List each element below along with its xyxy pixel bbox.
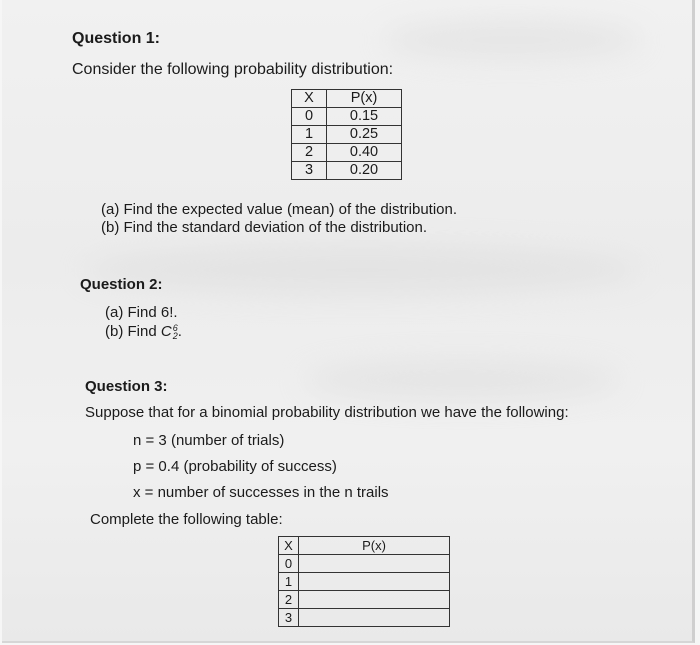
q3-line-p: p = 0.4 (probability of success) <box>133 458 337 475</box>
table-row <box>292 126 402 144</box>
comb-sub: 2 <box>172 331 178 342</box>
q1-distribution-table <box>291 89 402 180</box>
q2-part-b-suffix: . <box>177 323 182 340</box>
q2-part-b-prefix: (b) Find <box>105 323 161 340</box>
cell-px: 0.25 <box>327 126 402 144</box>
q2-part-b <box>105 323 182 340</box>
header-px: P(x) <box>327 90 402 108</box>
paper-smudge <box>302 360 622 400</box>
table-row <box>292 144 402 162</box>
cell-x: 1 <box>292 126 327 144</box>
paper-smudge <box>382 20 642 60</box>
table-header-row <box>279 537 450 555</box>
q3-complete-instruction: Complete the following table: <box>90 511 283 528</box>
table-row <box>279 573 450 591</box>
header-px: P(x) <box>299 537 450 555</box>
table-header-row <box>292 90 402 108</box>
cell-px: 0.40 <box>327 144 402 162</box>
q1-part-a: (a) Find the expected value (mean) of the distribution. <box>101 201 458 218</box>
cell-px-blank[interactable] <box>299 609 450 627</box>
q2-part-a: (a) Find 6!. <box>105 304 178 321</box>
cell-x: 0 <box>279 555 299 573</box>
cell-px: 0.15 <box>327 108 402 126</box>
cell-x: 2 <box>279 591 299 609</box>
comb-sup: 6 <box>172 323 178 334</box>
cell-px-blank[interactable] <box>299 573 450 591</box>
comb-base: C <box>160 323 172 340</box>
q1-part-b: (b) Find the standard deviation of the distribution. <box>101 219 428 236</box>
q3-binomial-table <box>278 536 450 627</box>
cell-px: 0.20 <box>327 162 402 180</box>
q3-intro: Suppose that for a binomial probability distribution we have the following: <box>85 404 569 421</box>
q3-title: Question 3: <box>85 378 168 395</box>
q2-title: Question 2: <box>80 276 163 293</box>
q1-title: Question 1: <box>72 30 161 47</box>
header-x: X <box>292 90 327 108</box>
q3-line-n: n = 3 (number of trials) <box>133 432 285 449</box>
q3-line-x: x = number of successes in the n trails <box>133 484 389 501</box>
table-row <box>279 591 450 609</box>
table-row <box>279 609 450 627</box>
cell-x: 2 <box>292 144 327 162</box>
cell-x: 0 <box>292 108 327 126</box>
table-row <box>292 162 402 180</box>
header-x: X <box>279 537 299 555</box>
cell-x: 3 <box>292 162 327 180</box>
cell-x: 1 <box>279 573 299 591</box>
cell-px-blank[interactable] <box>299 555 450 573</box>
paper-smudge <box>82 245 642 295</box>
q1-intro: Consider the following probability distribution: <box>72 61 394 78</box>
cell-px-blank[interactable] <box>299 591 450 609</box>
table-row <box>292 108 402 126</box>
worksheet-page <box>2 0 695 643</box>
cell-x: 3 <box>279 609 299 627</box>
table-row <box>279 555 450 573</box>
combination-symbol <box>161 323 178 340</box>
